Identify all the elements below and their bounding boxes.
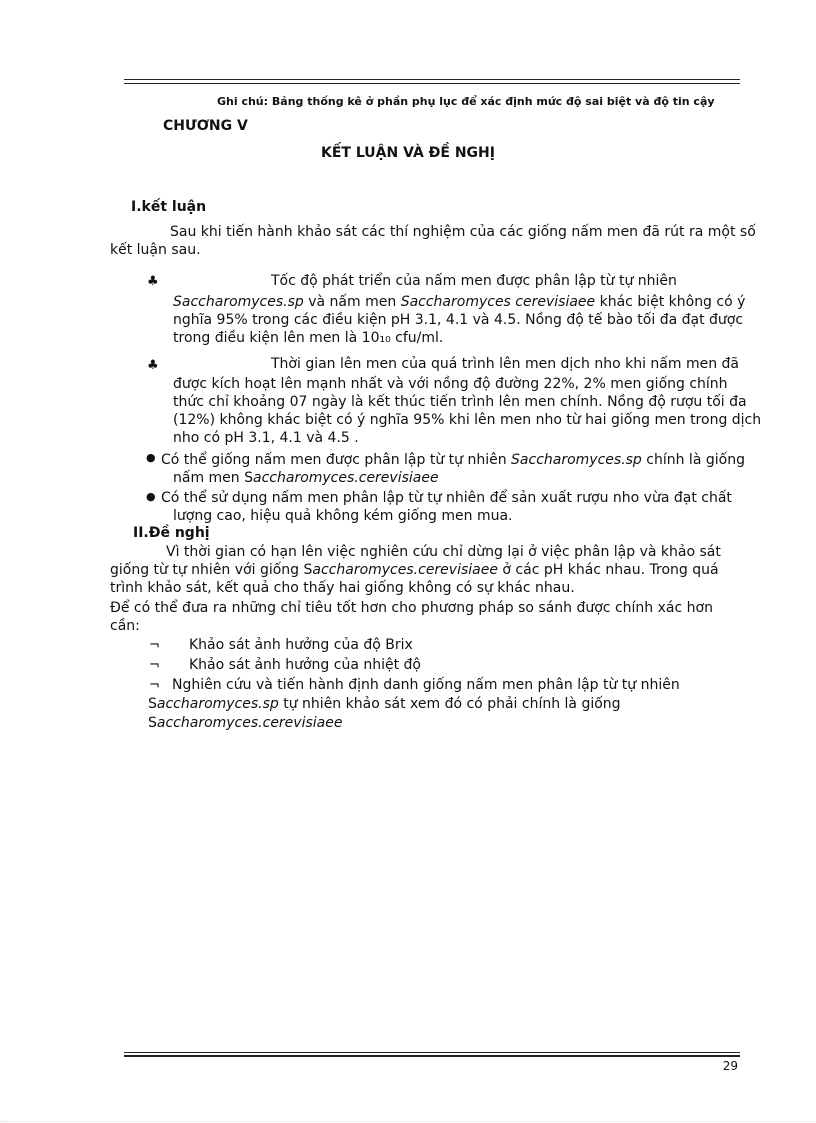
section2-line2-start: giống từ tự nhiên với giống S — [110, 562, 313, 578]
species-saccharomyces-sp: Saccharomyces.sp — [173, 294, 304, 310]
footer-rule-bottom — [124, 1055, 740, 1057]
section2-tail-line1 — [148, 695, 621, 713]
footer-rule-top — [124, 1052, 740, 1053]
item2-line3: thức chỉ khoảng 07 ngày là kết thúc tiến trình lên men chính. Nồng độ rượu tối đa — [173, 394, 747, 410]
section1-intro-line1: Sau khi tiến hành khảo sát các thí nghiệm của các giống nấm men đã rút ra một số — [170, 224, 756, 240]
not-sign-bullet-icon: ¬ — [149, 658, 160, 673]
item1-line1: Tốc độ phát triển của nấm men được phân lập từ tự nhiên — [271, 273, 677, 289]
section2-line5: cần: — [110, 618, 140, 634]
section2-line4: Để có thể đưa ra những chỉ tiêu tốt hơn cho phương pháp so sánh được chính xác hơn — [110, 600, 713, 616]
page-edge-divider — [0, 1121, 816, 1122]
item3-line1 — [161, 451, 745, 469]
tail1-start: S — [148, 696, 157, 712]
species-cerevisiaee: accharomyces.cerevisiaee — [253, 470, 439, 486]
item3-line2 — [173, 469, 439, 487]
item2-line4: (12%) không khác biệt có ý nghĩa 95% khi lên men nho từ hai giống men trong dịch — [173, 412, 762, 428]
item1-line2-end: khác biệt không có ý — [595, 294, 746, 310]
dot-bullet-icon: ● — [146, 451, 156, 464]
section2-line2-end: ở các pH khác nhau. Trong quá — [497, 562, 719, 578]
club-bullet-icon: ♣ — [147, 274, 159, 289]
item1-line4: trong điều kiện lên men là 10₁₀ cfu/ml. — [173, 330, 444, 346]
section2-line2 — [110, 561, 719, 579]
header-note — [217, 95, 715, 108]
species-cerevisiaee: accharomyces.cerevisiaee — [156, 715, 343, 731]
item4-line2: lượng cao, hiệu quả không kém giống men mua. — [173, 508, 513, 524]
species-saccharomyces-cerevisiaee: Saccharomyces cerevisiaee — [400, 294, 596, 310]
section2-line1: Vì thời gian có hạn lên việc nghiên cứu chỉ dừng lại ở việc phân lập và khảo sát — [166, 544, 721, 560]
not-sign-bullet-icon: ¬ — [149, 638, 160, 653]
not-sign-bullet-icon: ¬ — [149, 678, 160, 693]
species-saccharomyces-sp: accharomyces.sp — [156, 696, 279, 712]
dot-bullet-icon: ● — [146, 490, 156, 503]
section2-line3: trình khảo sát, kết quả cho thấy hai giống không có sự khác nhau. — [110, 580, 575, 596]
tail2-start: S — [148, 715, 157, 731]
section1-intro-line2: kết luận sau. — [110, 242, 201, 258]
tail1-end: tự nhiên khảo sát xem đó có phải chính là giống — [278, 696, 621, 712]
item4-line1: Có thể sử dụng nấm men phân lập từ tự nhiên để sản xuất rượu nho vừa đạt chất — [161, 490, 732, 506]
item3-line2-start: nấm men S — [173, 470, 254, 486]
note-text: Bảng thống kê ở phần phụ lục để xác định mức độ sai biệt và độ tin cậy — [271, 95, 715, 108]
section1-heading: I.kết luận — [131, 199, 207, 215]
item1-line2-mid: và nấm men — [303, 294, 401, 310]
item2-line2: được kích hoạt lên mạnh nhất và với nồng độ đường 22%, 2% men giống chính — [173, 376, 728, 392]
header-rule-bottom — [124, 83, 740, 84]
chapter-number: CHƯƠNG V — [163, 118, 248, 134]
chapter-title: KẾT LUẬN VÀ ĐỀ NGHỊ — [321, 145, 495, 161]
suggestion-item: Khảo sát ảnh hưởng của nhiệt độ — [189, 657, 421, 673]
item1-line2 — [173, 293, 745, 311]
suggestion-item: Nghiên cứu và tiến hành định danh giống nấm men phân lập từ tự nhiên — [172, 677, 680, 693]
item3-line1-start: Có thể giống nấm men được phân lập từ tự nhiên — [161, 452, 512, 468]
club-bullet-icon: ♣ — [147, 358, 159, 373]
header-rule-top — [124, 79, 740, 80]
item3-line1-end: chính là giống — [641, 452, 745, 468]
page-number: 29 — [722, 1059, 738, 1073]
section2-heading: II.Đề nghị — [133, 525, 210, 541]
item2-line5: nho có pH 3.1, 4.1 và 4.5 . — [173, 430, 359, 446]
suggestion-item: Khảo sát ảnh hưởng của độ Brix — [189, 637, 413, 653]
section2-tail-line2 — [148, 714, 342, 732]
species-saccharomyces-sp: Saccharomyces.sp — [511, 452, 642, 468]
item2-line1: Thời gian lên men của quá trình lên men dịch nho khi nấm men đã — [271, 356, 739, 372]
species-cerevisiaee: accharomyces.cerevisiaee — [312, 562, 498, 578]
note-label: Ghi chú: — [217, 95, 269, 108]
item1-line3: nghĩa 95% trong các điều kiện pH 3.1, 4.1 và 4.5. Nồng độ tế bào tối đa đạt được — [173, 312, 744, 328]
